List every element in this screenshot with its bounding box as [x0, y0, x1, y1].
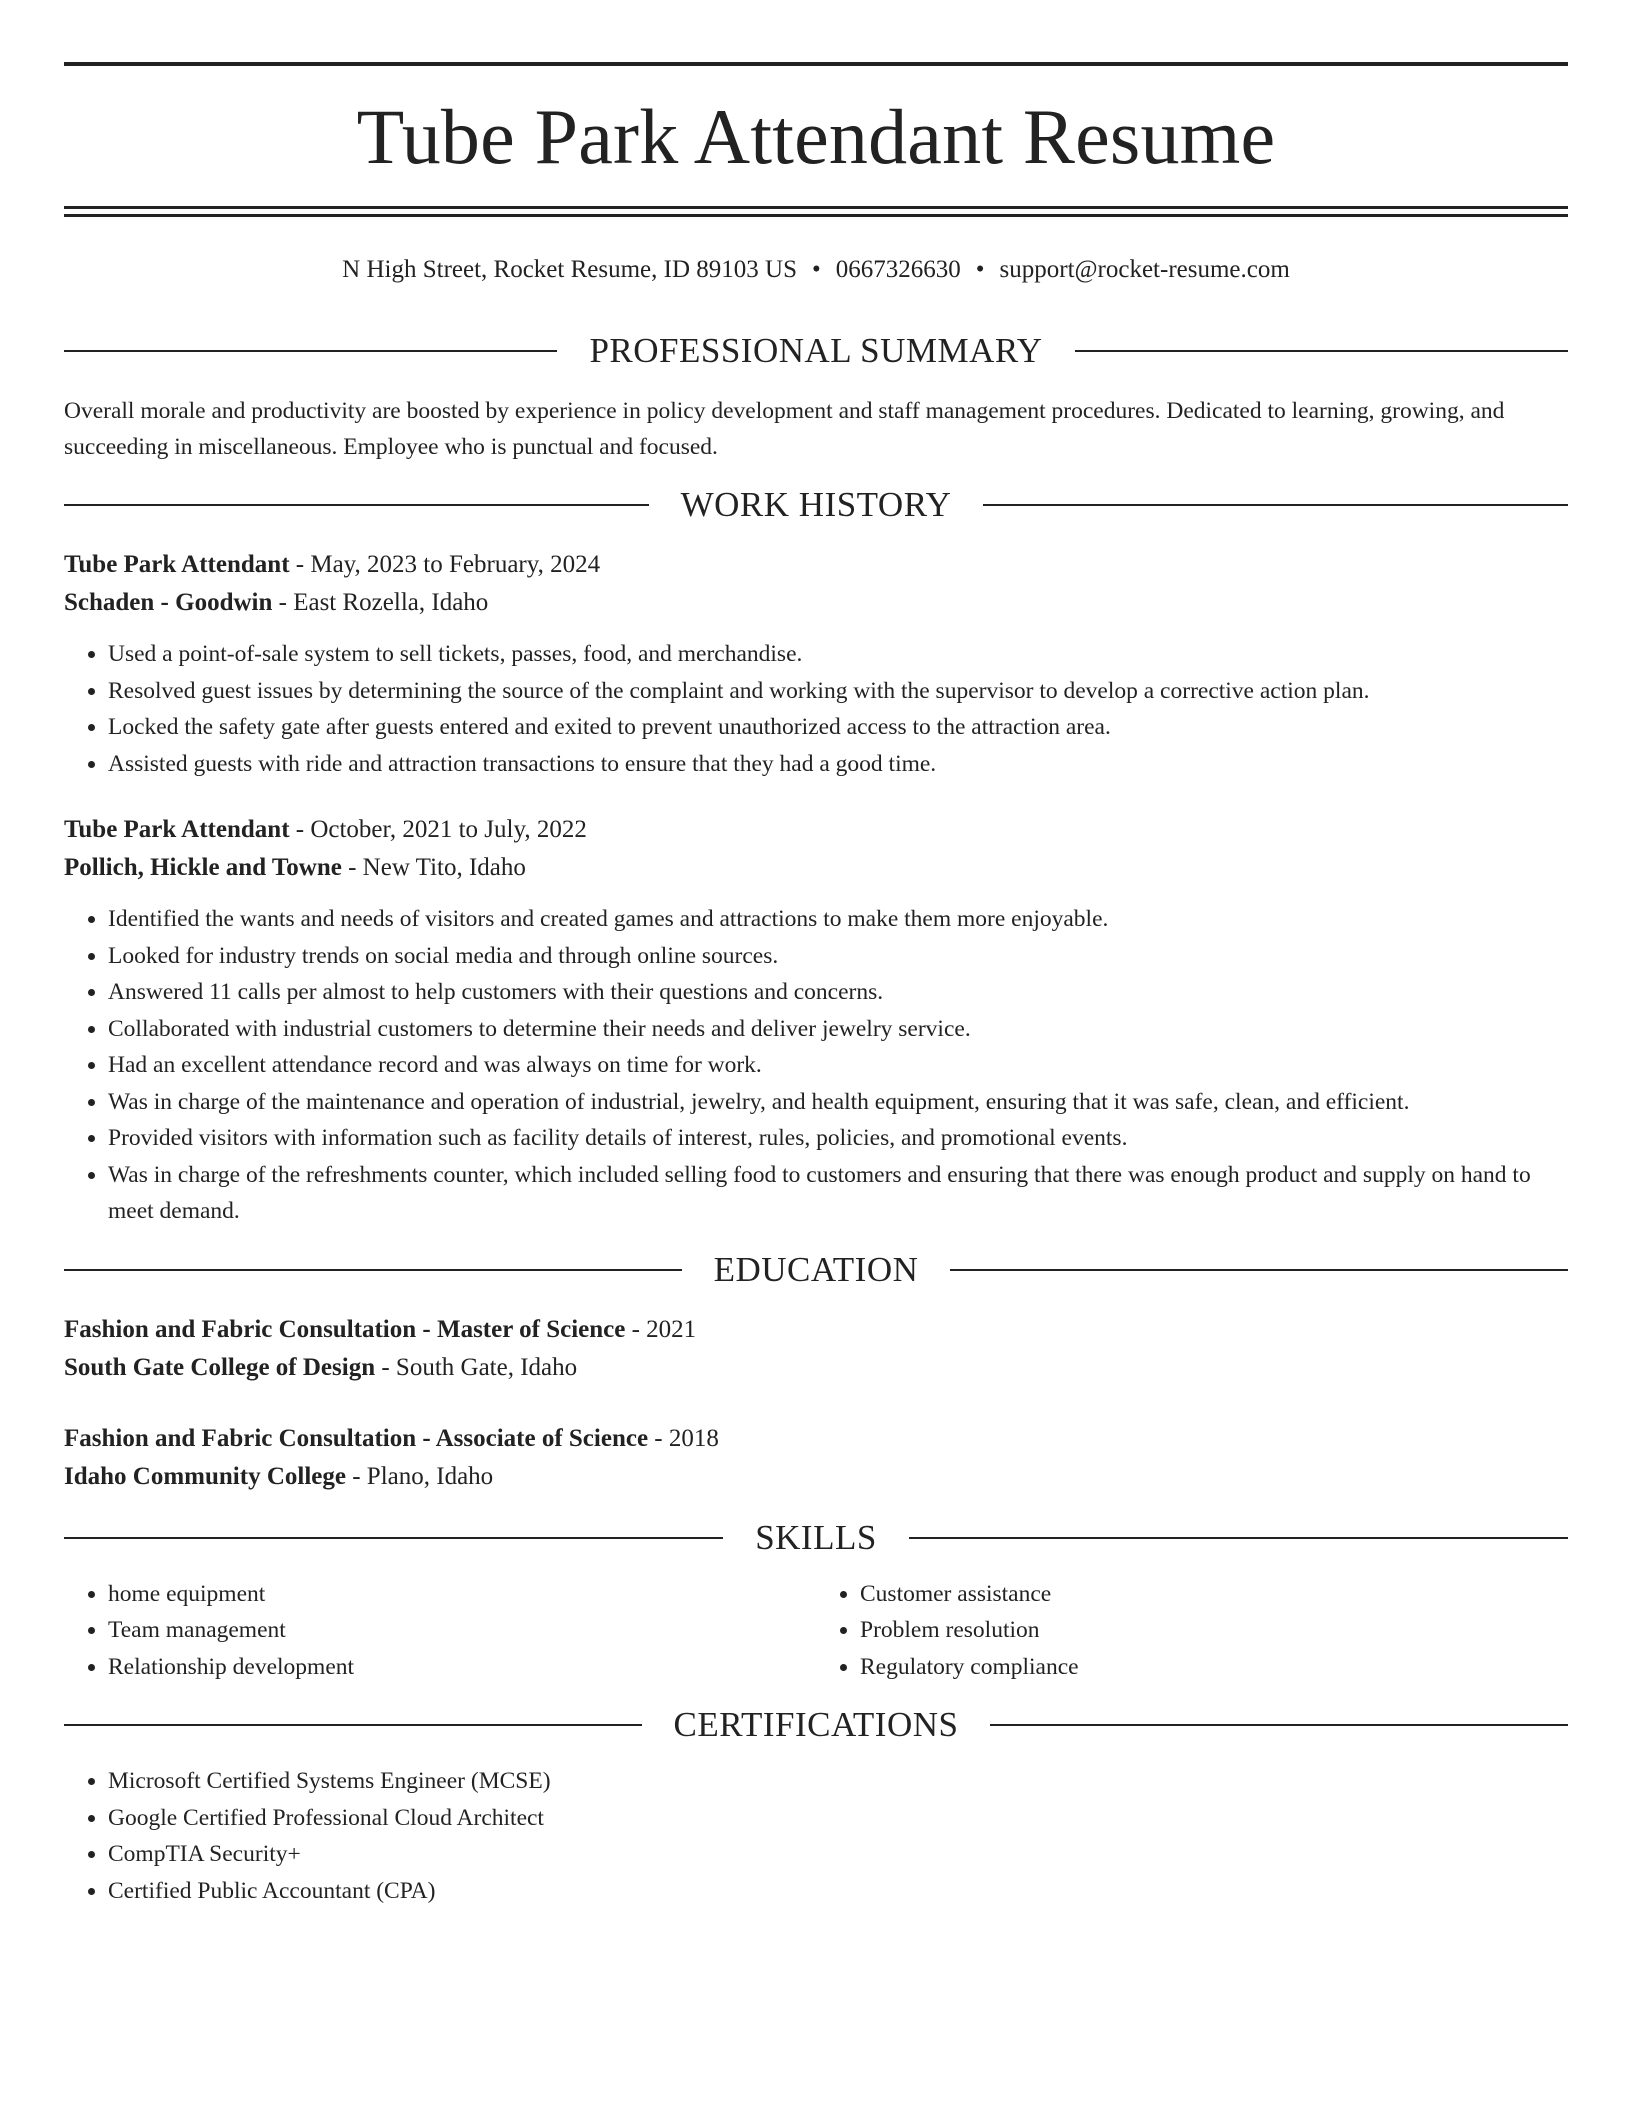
heading-rule — [64, 1537, 723, 1539]
job-title-line — [64, 546, 1568, 584]
resume-title: Tube Park Attendant Resume — [356, 93, 1276, 180]
list-item: • Resolved guest issues by determining the source of the complaint and working with the supervisor to develop a corrective action plan. — [108, 673, 1568, 710]
education-degree: Fashion and Fabric Consultation - Associate of Science — [64, 1424, 649, 1452]
list-item: • Was in charge of the maintenance and operation of industrial, jewelry, and health equipment, ensuring that it was safe, clean, and efficient. — [108, 1084, 1568, 1121]
education-year: - 2021 — [625, 1315, 697, 1343]
contact-address: N High Street, Rocket Resume, ID 89103 US — [342, 256, 797, 283]
job-company-line — [64, 849, 1568, 887]
certifications-list — [64, 1763, 1568, 1909]
job-company-line — [64, 584, 1568, 622]
contact-line — [64, 253, 1568, 287]
skills-grid — [64, 1576, 1568, 1686]
job-title-line — [64, 811, 1568, 849]
list-item: • Answered 11 calls per almost to help customers with their questions and concerns. — [108, 974, 1568, 1011]
contact-email: support@rocket-resume.com — [999, 256, 1290, 283]
job-dates: - May, 2023 to February, 2024 — [289, 551, 601, 578]
education-school-line — [64, 1458, 1568, 1496]
heading-rule — [64, 350, 557, 352]
section-heading-education — [64, 1250, 1568, 1290]
education-entry — [64, 1420, 1568, 1496]
contact-phone: 0667326630 — [835, 256, 961, 283]
section-heading-certifications — [64, 1705, 1568, 1745]
heading-rule — [1075, 350, 1568, 352]
section-heading-summary — [64, 331, 1568, 371]
contact-separator: • — [811, 256, 821, 283]
heading-label: EDUCATION — [713, 1249, 919, 1289]
certification-item: • Microsoft Certified Systems Engineer (MCSE) — [108, 1763, 1568, 1800]
education-year: - 2018 — [648, 1424, 719, 1452]
skills-column-left — [64, 1576, 816, 1686]
title-double-rule — [64, 206, 1568, 217]
skill-item: • Regulatory compliance — [860, 1649, 1568, 1686]
list-item: • Assisted guests with ride and attraction transactions to ensure that they had a good time. — [108, 746, 1568, 783]
skill-item: • Team management — [108, 1612, 816, 1649]
skill-item: • Customer assistance — [860, 1576, 1568, 1613]
heading-rule — [64, 1269, 682, 1271]
job-location: - East Rozella, Idaho — [272, 589, 489, 616]
certification-item: • Google Certified Professional Cloud Architect — [108, 1800, 1568, 1837]
skill-item: • Problem resolution — [860, 1612, 1568, 1649]
heading-label: SKILLS — [755, 1517, 877, 1557]
summary-text: Overall morale and productivity are boosted by experience in policy development and staff management procedures. Dedicated to learning, growing, and succeeding in miscellaneous. Employee who is punctual and focused. — [64, 398, 1505, 460]
list-item: • Identified the wants and needs of visitors and created games and attractions to make them more enjoyable. — [108, 901, 1568, 938]
section-heading-work — [64, 485, 1568, 525]
heading-rule — [64, 1724, 642, 1726]
education-degree-line — [64, 1420, 1568, 1458]
section-heading-skills — [64, 1518, 1568, 1558]
certification-item: • Certified Public Accountant (CPA) — [108, 1873, 1568, 1910]
job-bullets — [64, 901, 1568, 1230]
heading-label: CERTIFICATIONS — [673, 1705, 959, 1744]
job-title: Tube Park Attendant — [64, 816, 290, 843]
list-item: • Was in charge of the refreshments counter, which included selling food to customers and ensuring that there was enough product and supply on hand to meet demand. — [108, 1157, 1568, 1230]
contact-separator: • — [975, 256, 985, 283]
list-item: • Had an excellent attendance record and was always on time for work. — [108, 1047, 1568, 1084]
education-school: Idaho Community College — [64, 1462, 346, 1490]
list-item: • Used a point-of-sale system to sell tickets, passes, food, and merchandise. — [108, 636, 1568, 673]
heading-rule — [990, 1724, 1568, 1726]
education-school: South Gate College of Design — [64, 1353, 376, 1381]
certification-item: • CompTIA Security+ — [108, 1836, 1568, 1873]
heading-rule — [909, 1537, 1568, 1539]
job-title: Tube Park Attendant — [64, 551, 290, 578]
skill-item: • Relationship development — [108, 1649, 816, 1686]
job-dates: - October, 2021 to July, 2022 — [289, 816, 587, 843]
education-degree: Fashion and Fabric Consultation - Master of Science — [64, 1315, 626, 1343]
job-entry — [64, 546, 1568, 782]
skill-item: • home equipment — [108, 1576, 816, 1613]
education-entry — [64, 1311, 1568, 1387]
list-item: • Provided visitors with information such as facility details of interest, rules, policies, and promotional events. — [108, 1120, 1568, 1157]
list-item: • Collaborated with industrial customers to determine their needs and deliver jewelry service. — [108, 1011, 1568, 1048]
skills-column-right — [816, 1576, 1568, 1686]
heading-rule — [64, 504, 649, 506]
job-location: - New Tito, Idaho — [341, 854, 526, 881]
education-school-line — [64, 1349, 1568, 1387]
job-company: Pollich, Hickle and Towne — [64, 854, 342, 881]
job-entry — [64, 811, 1568, 1230]
heading-label: WORK HISTORY — [680, 485, 952, 524]
education-location: - Plano, Idaho — [345, 1462, 494, 1490]
heading-rule — [950, 1269, 1568, 1271]
list-item: • Locked the safety gate after guests entered and exited to prevent unauthorized access to the attraction area. — [108, 709, 1568, 746]
job-company: Schaden - Goodwin — [64, 589, 273, 616]
education-degree-line — [64, 1311, 1568, 1349]
heading-rule — [983, 504, 1568, 506]
job-bullets — [64, 636, 1568, 782]
list-item: • Looked for industry trends on social media and through online sources. — [108, 938, 1568, 975]
heading-label: PROFESSIONAL SUMMARY — [589, 331, 1043, 370]
education-location: - South Gate, Idaho — [375, 1353, 578, 1381]
